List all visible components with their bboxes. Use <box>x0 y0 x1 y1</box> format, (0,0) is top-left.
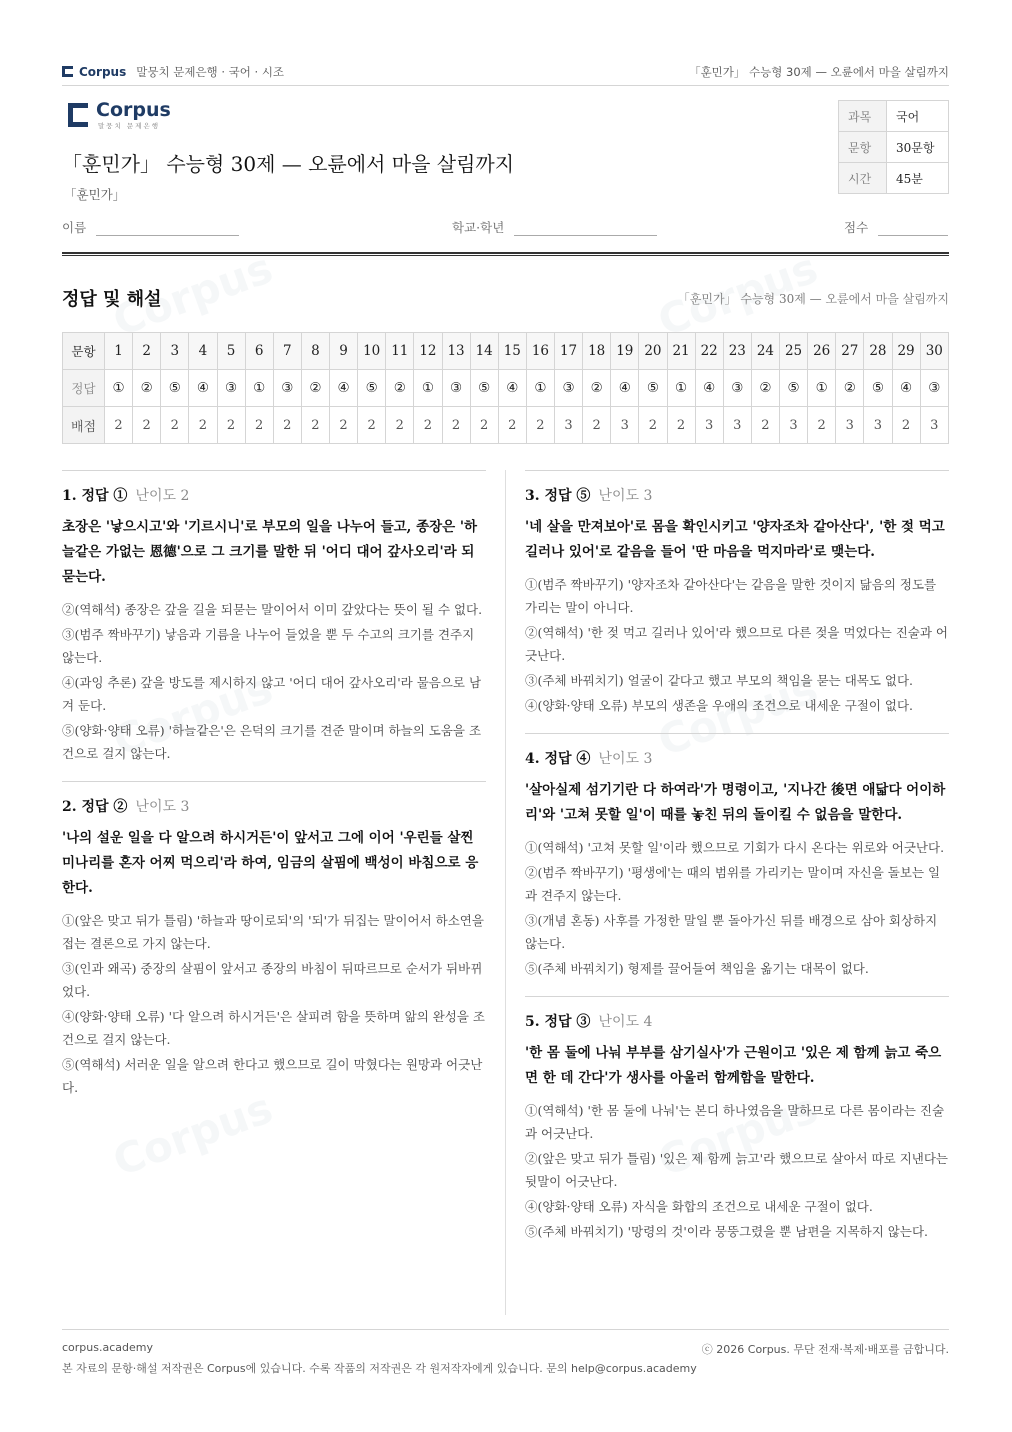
question-number-cell: 3 <box>161 333 189 370</box>
option-explanation: ⑤(양화·양태 오류) '하늘같은'은 은덕의 크기를 견준 말이며 하늘의 도움을 조건으로 걸지 않는다. <box>62 723 482 761</box>
option-explanation: ②(범주 짝바꾸기) '평생에'는 때의 범위를 가리키는 말이며 자신을 돌보는 일과 견주지 않는다. <box>525 865 941 903</box>
score-cell: 2 <box>751 407 779 444</box>
question-number-cell: 17 <box>555 333 583 370</box>
score-cell: 2 <box>442 407 470 444</box>
top-bar-doc-title: 「훈민가」 수능형 30제 — 오륜에서 마을 살림까지 <box>689 64 949 79</box>
score-cell: 2 <box>498 407 526 444</box>
school-label: 학교·학년 <box>452 220 505 235</box>
meta-key: 문항 <box>839 132 887 163</box>
question-number-cell: 16 <box>526 333 554 370</box>
score-cell: 2 <box>639 407 667 444</box>
question-number-cell: 7 <box>273 333 301 370</box>
difficulty-label: 난이도 3 <box>598 751 653 767</box>
name-field[interactable] <box>62 218 239 236</box>
section-doc-title: 「훈민가」 수능형 30제 — 오륜에서 마을 살림까지 <box>677 292 949 306</box>
school-field[interactable] <box>452 218 657 236</box>
answer-cell: ③ <box>273 370 301 407</box>
explanation-header <box>525 485 949 505</box>
score-cell: 2 <box>808 407 836 444</box>
answer-table-answer-row <box>63 370 949 407</box>
page-title: 「훈민가」 수능형 30제 — 오륜에서 마을 살림까지 <box>62 152 515 176</box>
question-number-cell: 8 <box>301 333 329 370</box>
answer-cell: ④ <box>695 370 723 407</box>
answer-cell: ④ <box>892 370 920 407</box>
score-cell: 2 <box>245 407 273 444</box>
explanation-block <box>62 781 486 1099</box>
question-number-cell: 22 <box>695 333 723 370</box>
section-title: 정답 및 해설 <box>62 289 162 310</box>
question-number-cell: 29 <box>892 333 920 370</box>
question-number-cell: 15 <box>498 333 526 370</box>
answer-cell: ② <box>836 370 864 407</box>
question-number-cell: 12 <box>414 333 442 370</box>
answer-cell: ② <box>583 370 611 407</box>
footer-site-link[interactable]: corpus.academy <box>62 1341 153 1354</box>
row-label: 문항 <box>63 333 105 370</box>
option-explanation: ③(범주 짝바꾸기) 낳음과 기름을 나누어 들었을 뿐 두 수고의 크기를 견주지 않는다. <box>62 627 475 665</box>
school-line[interactable] <box>514 218 657 236</box>
difficulty-label: 난이도 3 <box>135 799 190 815</box>
option-explanation: ③(개념 혼동) 사후를 가정한 말일 뿐 돌아가신 뒤를 배경으로 삼아 회상하지 않는다. <box>525 913 938 951</box>
explanation-block <box>525 733 949 980</box>
option-explanation: ③(주체 바꿔치기) 얼굴이 같다고 했고 부모의 책임을 묻는 대목도 없다. <box>525 673 914 688</box>
question-number-cell: 26 <box>808 333 836 370</box>
answer-cell: ④ <box>189 370 217 407</box>
answer-cell: ③ <box>723 370 751 407</box>
option-explanation: ⑤(주체 바꿔치기) 형제를 끌어들여 책임을 옮기는 대목이 없다. <box>525 961 869 976</box>
option-explanation: ②(앞은 맞고 뒤가 틀림) '있은 제 함께 늙고'라 했으므로 살아서 따로 지낸다는 뒷말이 어긋난다. <box>525 1151 949 1189</box>
explanations-left-column <box>62 470 486 1101</box>
answer-cell: ④ <box>498 370 526 407</box>
meta-row <box>839 132 949 163</box>
meta-value: 45분 <box>887 163 949 194</box>
header-double-rule <box>62 252 949 256</box>
option-explanation: ⑤(주체 바꿔치기) '망령의 것'이라 뭉뚱그렸을 뿐 남편을 지목하지 않는다. <box>525 1224 928 1239</box>
answer-table <box>62 332 949 444</box>
meta-row <box>839 163 949 194</box>
meta-key: 시간 <box>839 163 887 194</box>
question-number-cell: 10 <box>358 333 386 370</box>
option-explanation: ④(양화·양태 오류) '다 알으려 하시거든'은 살피려 함을 뜻하며 앎의 완성을 조건으로 걸지 않는다. <box>62 1009 486 1047</box>
question-number-cell: 4 <box>189 333 217 370</box>
explanation-header <box>62 796 486 816</box>
meta-key: 과목 <box>839 101 887 132</box>
answer-cell: ⑤ <box>639 370 667 407</box>
answer-heading: 4. 정답 ④ <box>525 751 591 767</box>
score-cell: 3 <box>695 407 723 444</box>
explanations-right-column <box>525 470 949 1245</box>
score-cell: 2 <box>161 407 189 444</box>
answer-heading: 1. 정답 ① <box>62 488 128 504</box>
meta-value: 30문항 <box>887 132 949 163</box>
option-explanation: ③(인과 왜곡) 중장의 살핌이 앞서고 종장의 바침이 뒤따르므로 순서가 뒤바뀌었다. <box>62 961 483 999</box>
explanation-summary: '나의 설운 일을 다 알으려 하시거든'이 앞서고 그에 이어 '우린들 살찐 미나리를 혼자 어찌 먹으리'라 하여, 임금의 살핌에 백성이 바침으로 응한다. <box>62 830 479 896</box>
score-cell: 2 <box>273 407 301 444</box>
answer-heading: 5. 정답 ③ <box>525 1014 591 1030</box>
answer-cell: ⑤ <box>358 370 386 407</box>
score-cell: 2 <box>892 407 920 444</box>
explanation-header <box>525 748 949 768</box>
logo <box>68 100 171 130</box>
explanation-block <box>62 470 486 765</box>
answer-cell: ① <box>245 370 273 407</box>
answer-cell: ① <box>667 370 695 407</box>
footer-notice: 본 자료의 문항·해설 저작권은 Corpus에 있습니다. 수록 작품의 저작권은 각 원저작자에게 있습니다. 문의 help@corpus.academy <box>62 1362 697 1375</box>
name-label: 이름 <box>62 220 87 235</box>
answer-cell: ⑤ <box>470 370 498 407</box>
score-label: 점수 <box>844 220 869 235</box>
corpus-logo-icon <box>68 103 88 127</box>
question-number-cell: 28 <box>864 333 892 370</box>
question-number-cell: 19 <box>611 333 639 370</box>
answer-table-score-row <box>63 407 949 444</box>
question-number-cell: 25 <box>780 333 808 370</box>
score-cell: 2 <box>583 407 611 444</box>
question-number-cell: 9 <box>330 333 358 370</box>
question-number-cell: 30 <box>920 333 948 370</box>
option-explanation: ①(범주 짝바꾸기) '양자조차 같아산다'는 같음을 말한 것이지 닮음의 정도를 가리는 말이 아니다. <box>525 577 937 615</box>
score-cell: 2 <box>358 407 386 444</box>
score-cell: 2 <box>470 407 498 444</box>
answer-heading: 3. 정답 ⑤ <box>525 488 591 504</box>
answer-table-number-row <box>63 333 949 370</box>
explanation-header <box>525 1011 949 1031</box>
score-cell: 2 <box>105 407 133 444</box>
answer-heading: 2. 정답 ② <box>62 799 128 815</box>
student-fields <box>62 218 949 238</box>
score-cell: 3 <box>836 407 864 444</box>
question-number-cell: 6 <box>245 333 273 370</box>
question-number-cell: 20 <box>639 333 667 370</box>
score-cell: 2 <box>330 407 358 444</box>
name-line[interactable] <box>96 218 239 236</box>
answer-cell: ⑤ <box>161 370 189 407</box>
column-divider <box>505 470 506 1315</box>
explanation-summary: '살아실제 섬기기란 다 하여라'가 명령이고, '지나간 後면 애닯다 어이하리'와 '고쳐 못할 일'이 때를 놓친 뒤의 돌이킬 수 없음을 말한다. <box>525 782 946 823</box>
question-number-cell: 21 <box>667 333 695 370</box>
score-cell: 2 <box>301 407 329 444</box>
explanation-summary: '한 몸 둘에 나눠 부부를 삼기실사'가 근원이고 '있은 제 함께 늙고 죽으면 한 데 간다'가 생사를 아울러 함께함을 말한다. <box>525 1045 942 1086</box>
question-number-cell: 11 <box>386 333 414 370</box>
answer-cell: ② <box>133 370 161 407</box>
question-number-cell: 24 <box>751 333 779 370</box>
answer-cell: ① <box>526 370 554 407</box>
option-explanation: ①(역해석) '한 몸 둘에 나눠'는 본디 하나였음을 말하므로 다른 몸이라는 진술과 어긋난다. <box>525 1103 945 1141</box>
meta-row <box>839 101 949 132</box>
question-number-cell: 18 <box>583 333 611 370</box>
answer-cell: ④ <box>611 370 639 407</box>
answer-cell: ① <box>808 370 836 407</box>
answer-cell: ③ <box>442 370 470 407</box>
score-cell: 3 <box>723 407 751 444</box>
score-cell: 3 <box>920 407 948 444</box>
answer-cell: ① <box>414 370 442 407</box>
score-cell: 2 <box>217 407 245 444</box>
answer-cell: ③ <box>217 370 245 407</box>
difficulty-label: 난이도 2 <box>135 488 190 504</box>
explanation-block <box>525 996 949 1243</box>
score-cell: 2 <box>133 407 161 444</box>
explanation-summary: 초장은 '낳으시고'와 '기르시니'로 부모의 일을 나누어 들고, 종장은 '하늘같은 가없는 恩德'으로 그 크기를 말한 뒤 '어디 대어 갚사오리'라 되묻는다. <box>62 519 478 585</box>
top-bar <box>62 58 949 86</box>
answer-cell: ⑤ <box>864 370 892 407</box>
score-cell: 2 <box>414 407 442 444</box>
answer-cell: ② <box>386 370 414 407</box>
option-explanation: ②(역해석) '한 젖 먹고 길러나 있어'라 했으므로 다른 젖을 먹었다는 진술과 어긋난다. <box>525 625 949 663</box>
meta-value: 국어 <box>887 101 949 132</box>
answer-cell: ② <box>751 370 779 407</box>
footer-copyright: ⓒ 2026 Corpus. 무단 전재·복제·배포를 금합니다. <box>701 1343 949 1356</box>
explanation-block <box>525 470 949 717</box>
question-number-cell: 27 <box>836 333 864 370</box>
logo-tagline: 말뭉치 문제은행 <box>98 122 161 130</box>
option-explanation: ⑤(역해석) 서러운 일을 알으려 한다고 했으므로 길이 막혔다는 원망과 어긋난다. <box>62 1057 483 1095</box>
option-explanation: ④(양화·양태 오류) 자식을 화합의 조건으로 내세운 구절이 없다. <box>525 1199 873 1214</box>
option-explanation: ④(양화·양태 오류) 부모의 생존을 우애의 조건으로 내세운 구절이 없다. <box>525 698 914 713</box>
logo-name: Corpus <box>96 99 171 121</box>
question-number-cell: 2 <box>133 333 161 370</box>
question-number-cell: 13 <box>442 333 470 370</box>
score-cell: 2 <box>526 407 554 444</box>
score-cell: 2 <box>386 407 414 444</box>
option-explanation: ①(앞은 맞고 뒤가 틀림) '하늘과 땅이로되'의 '되'가 뒤집는 말이어서 하소연을 접는 결론으로 가지 않는다. <box>62 913 484 951</box>
score-cell: 3 <box>864 407 892 444</box>
difficulty-label: 난이도 4 <box>598 1014 653 1030</box>
option-explanation: ①(역해석) '고쳐 못할 일'이라 했으므로 기회가 다시 온다는 위로와 어긋난다. <box>525 840 945 855</box>
answer-cell: ③ <box>920 370 948 407</box>
score-line[interactable] <box>878 218 948 236</box>
question-number-cell: 14 <box>470 333 498 370</box>
answer-cell: ② <box>301 370 329 407</box>
row-label: 배점 <box>63 407 105 444</box>
footer <box>62 1329 949 1376</box>
score-cell: 3 <box>555 407 583 444</box>
difficulty-label: 난이도 3 <box>598 488 653 504</box>
score-field[interactable] <box>844 218 948 236</box>
answer-cell: ① <box>105 370 133 407</box>
explanation-header <box>62 485 486 505</box>
row-label: 정답 <box>63 370 105 407</box>
answer-cell: ④ <box>330 370 358 407</box>
answer-cell: ⑤ <box>780 370 808 407</box>
question-number-cell: 23 <box>723 333 751 370</box>
score-cell: 2 <box>189 407 217 444</box>
question-number-cell: 1 <box>105 333 133 370</box>
exam-meta-table <box>838 100 949 194</box>
option-explanation: ④(과잉 추론) 갚을 방도를 제시하지 않고 '어디 대어 갚사오리'라 물음으로 남겨 둔다. <box>62 675 482 713</box>
score-cell: 3 <box>611 407 639 444</box>
option-explanation: ②(역해석) 종장은 갚을 길을 되묻는 말이어서 이미 갚았다는 뜻이 될 수 없다. <box>62 602 483 617</box>
explanation-summary: '네 살을 만져보아'로 몸을 확인시키고 '양자조차 같아산다', '한 젖 먹고 길러나 있어'로 같음을 들어 '딴 마음을 먹지마라'로 맺는다. <box>525 519 945 560</box>
score-cell: 2 <box>667 407 695 444</box>
score-cell: 3 <box>780 407 808 444</box>
top-bar-left <box>62 64 284 80</box>
page-subtitle: 「훈민가」 <box>64 187 126 202</box>
corpus-logo-icon <box>62 66 73 77</box>
breadcrumb: 말뭉치 문제은행 · 국어 · 시조 <box>136 64 285 79</box>
top-bar-brand: Corpus <box>79 64 127 79</box>
question-number-cell: 5 <box>217 333 245 370</box>
answer-cell: ③ <box>555 370 583 407</box>
